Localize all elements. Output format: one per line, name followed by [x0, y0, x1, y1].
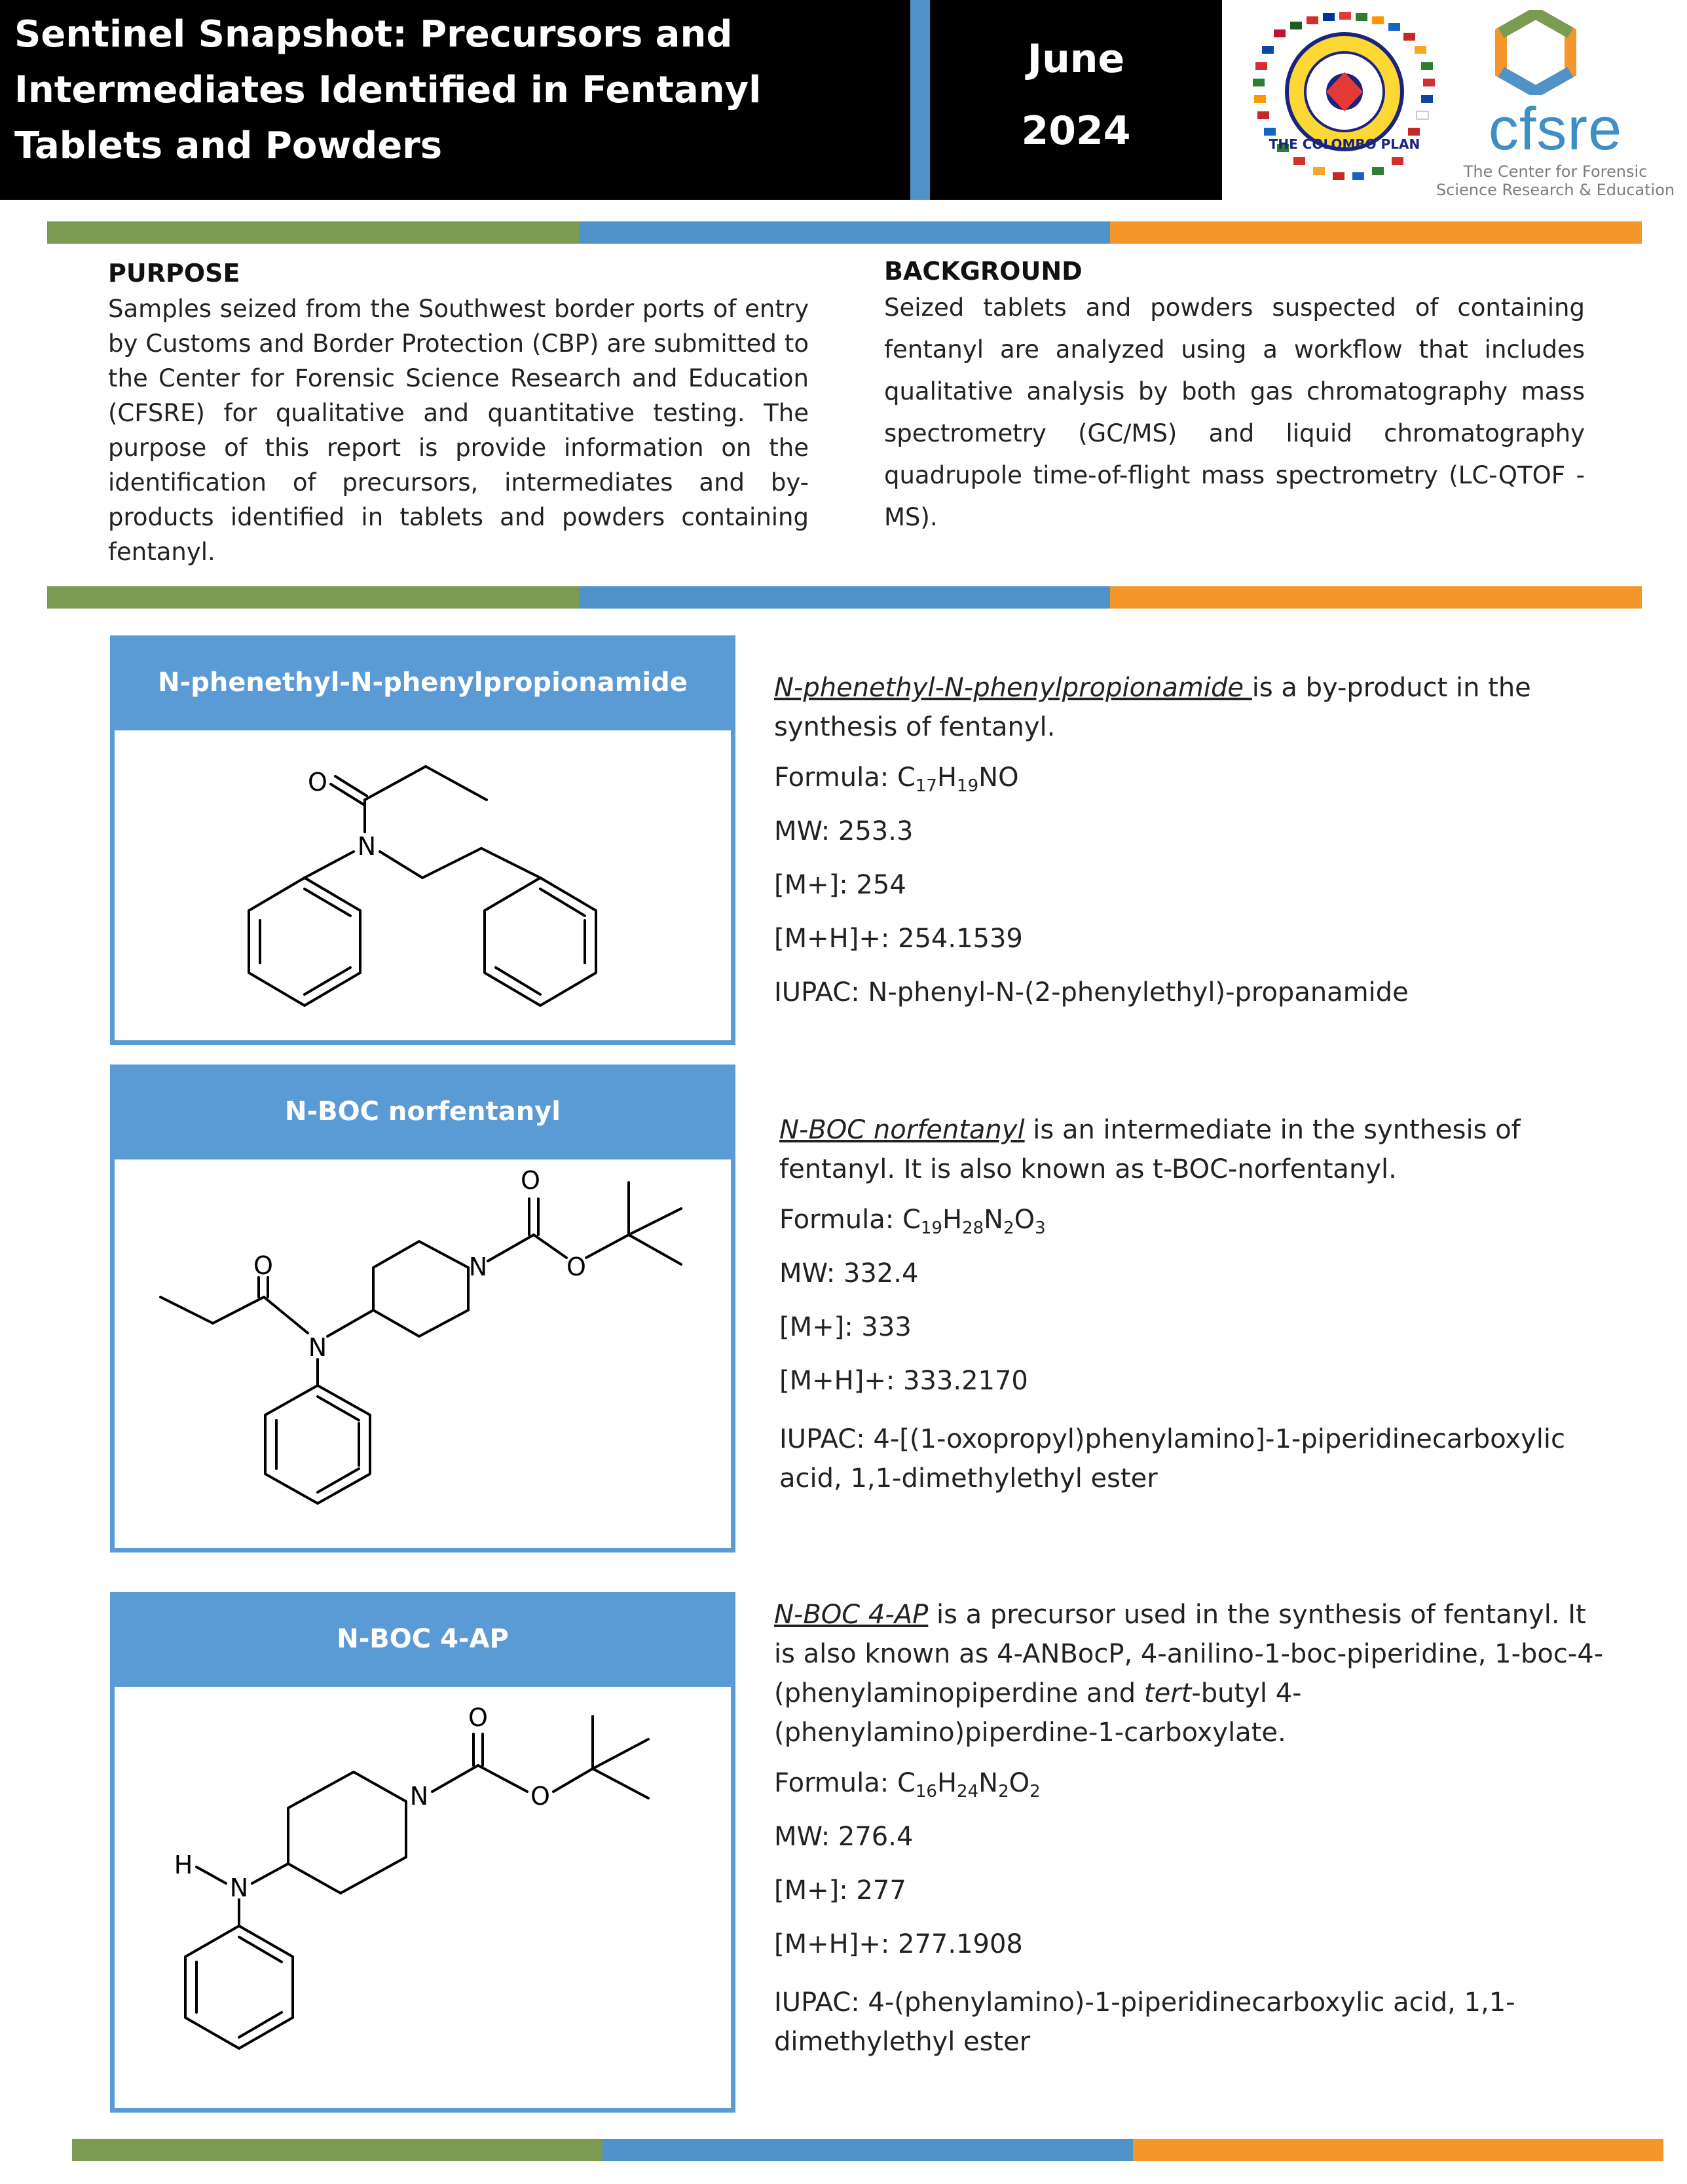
compound-3-description-1: is a precursor used in the synthesis of fentanyl. It is also known as 4-ANBocP, 4-anilino-1-boc-piperidine, 1-boc-4-(phenylaminopiperdine and	[774, 1600, 1604, 1708]
background-text: Seized tablets and powders suspected of containing fentanyl are analyzed using a workflow that includes qualitative analysis by both gas chromatography mass spectrometry (GC/MS) and liquid chromatography quadrupole time-of-flight mass spectrometry (LC-QTOF -MS).	[884, 293, 1585, 531]
report-year: 2024	[1021, 108, 1131, 154]
svg-text:O: O	[566, 1252, 586, 1281]
compound-2-link[interactable]: N-BOC norfentanyl	[779, 1115, 1025, 1145]
compound-2-iupac: IUPAC: 4-[(1-oxopropyl)phenylamino]-1-piperidinecarboxylic acid, 1,1-dimethylethyl ester	[779, 1424, 1565, 1494]
compound-card-1-title: N-phenethyl-N-phenylpropionamide	[115, 640, 731, 730]
svg-text:O: O	[308, 768, 327, 797]
compound-2-m-plus: [M+]: 333	[779, 1312, 912, 1342]
cfsre-wordmark: cfsre	[1488, 96, 1623, 162]
compound-1-iupac: IUPAC: N-phenyl-N-(2-phenylethyl)-propanamide	[774, 977, 1409, 1007]
header-date-block	[930, 0, 1222, 200]
compound-1-m-plus: [M+]: 254	[774, 870, 906, 900]
page-title: Sentinel Snapshot: Precursors and Intermediates Identified in Fentanyl Tablets and Powders	[14, 13, 762, 167]
cfsre-tagline	[1415, 162, 1687, 199]
compound-info-1	[774, 668, 1612, 1007]
compound-2-mw: MW: 332.4	[779, 1258, 919, 1289]
svg-text:O: O	[468, 1703, 488, 1732]
svg-text:H: H	[174, 1851, 193, 1879]
svg-text:O: O	[521, 1166, 540, 1195]
compound-card-1	[110, 635, 735, 1045]
compound-card-3-title: N-BOC 4-AP	[115, 1596, 731, 1687]
cfsre-tagline-line-2: Science Research & Education	[1436, 181, 1675, 199]
compound-3-description-italic: tert	[1143, 1678, 1192, 1708]
purpose-text: Samples seized from the Southwest border ports of entry by Customs and Border Protection (CBP) are submitted to the Center for Forensic Science Research and Education (CFSRE) for qualitative and quantitative testing. The purpose of this report is provide information on the identification of precursors, intermediates and by-products identified in tablets and powders containing fentanyl.	[108, 295, 809, 566]
compound-2-mh-plus: [M+H]+: 333.2170	[779, 1366, 1028, 1396]
svg-text:O: O	[253, 1251, 273, 1280]
cfsre-hexagon-icon	[1493, 10, 1578, 95]
compound-3-mw: MW: 276.4	[774, 1822, 914, 1852]
compound-card-2	[110, 1064, 735, 1553]
svg-text:O: O	[530, 1782, 550, 1811]
colombo-plan-logo-text: THE COLOMBO PLAN	[1269, 136, 1420, 152]
svg-text:N: N	[357, 832, 377, 861]
structure-n-boc-norfentanyl	[115, 1159, 731, 1553]
compound-1-link[interactable]: N-phenethyl-N-phenylpropionamide	[774, 673, 1252, 703]
compound-1-formula: Formula: $C_{17}H_{19}NO$	[774, 763, 1019, 796]
compound-info-2	[779, 1110, 1618, 1498]
background-heading: BACKGROUND	[884, 257, 1083, 286]
color-bar-bottom	[72, 2139, 1663, 2161]
compound-info-3	[774, 1595, 1612, 2062]
report-month: June	[1027, 36, 1125, 82]
compound-2-description: is an intermediate in the synthesis of fentanyl. It is also known as t-BOC-norfentanyl.	[779, 1115, 1521, 1184]
color-bar-middle	[47, 586, 1642, 609]
cfsre-tagline-line-1: The Center for Forensic	[1463, 162, 1648, 181]
svg-text:N: N	[409, 1782, 429, 1811]
compound-1-description: is a by-product in the synthesis of fentanyl.	[774, 673, 1531, 742]
color-bar-top	[47, 221, 1642, 244]
compound-card-3	[110, 1592, 735, 2113]
header-title-block	[0, 0, 910, 200]
compound-3-mh-plus: [M+H]+: 277.1908	[774, 1929, 1023, 1959]
header-divider	[910, 0, 930, 200]
svg-text:N: N	[468, 1252, 488, 1281]
compound-3-link[interactable]: N-BOC 4-AP	[774, 1600, 929, 1630]
compound-2-formula: Formula: $C_{19}H_{28}N_2O_3$	[779, 1205, 1046, 1238]
compound-1-mh-plus: [M+H]+: 254.1539	[774, 924, 1023, 954]
svg-text:N: N	[229, 1873, 249, 1902]
compound-1-mw: MW: 253.3	[774, 816, 914, 846]
compound-card-2-title: N-BOC norfentanyl	[115, 1069, 731, 1159]
svg-text:N: N	[308, 1333, 327, 1362]
compound-3-iupac: IUPAC: 4-(phenylamino)-1-piperidinecarboxylic acid, 1,1-dimethylethyl ester	[774, 1987, 1515, 2057]
compound-3-description-2: -butyl 4-(phenylamino)piperdine-1-carboxylate.	[774, 1678, 1302, 1748]
structure-n-boc-4-ap	[115, 1687, 731, 2113]
compound-3-m-plus: [M+]: 277	[774, 1875, 906, 1906]
purpose-heading: PURPOSE	[108, 259, 240, 288]
structure-n-phenethyl-n-phenylpropionamide	[115, 730, 731, 1045]
compound-3-formula: Formula: $C_{16}H_{24}N_2O_2$	[774, 1768, 1041, 1801]
